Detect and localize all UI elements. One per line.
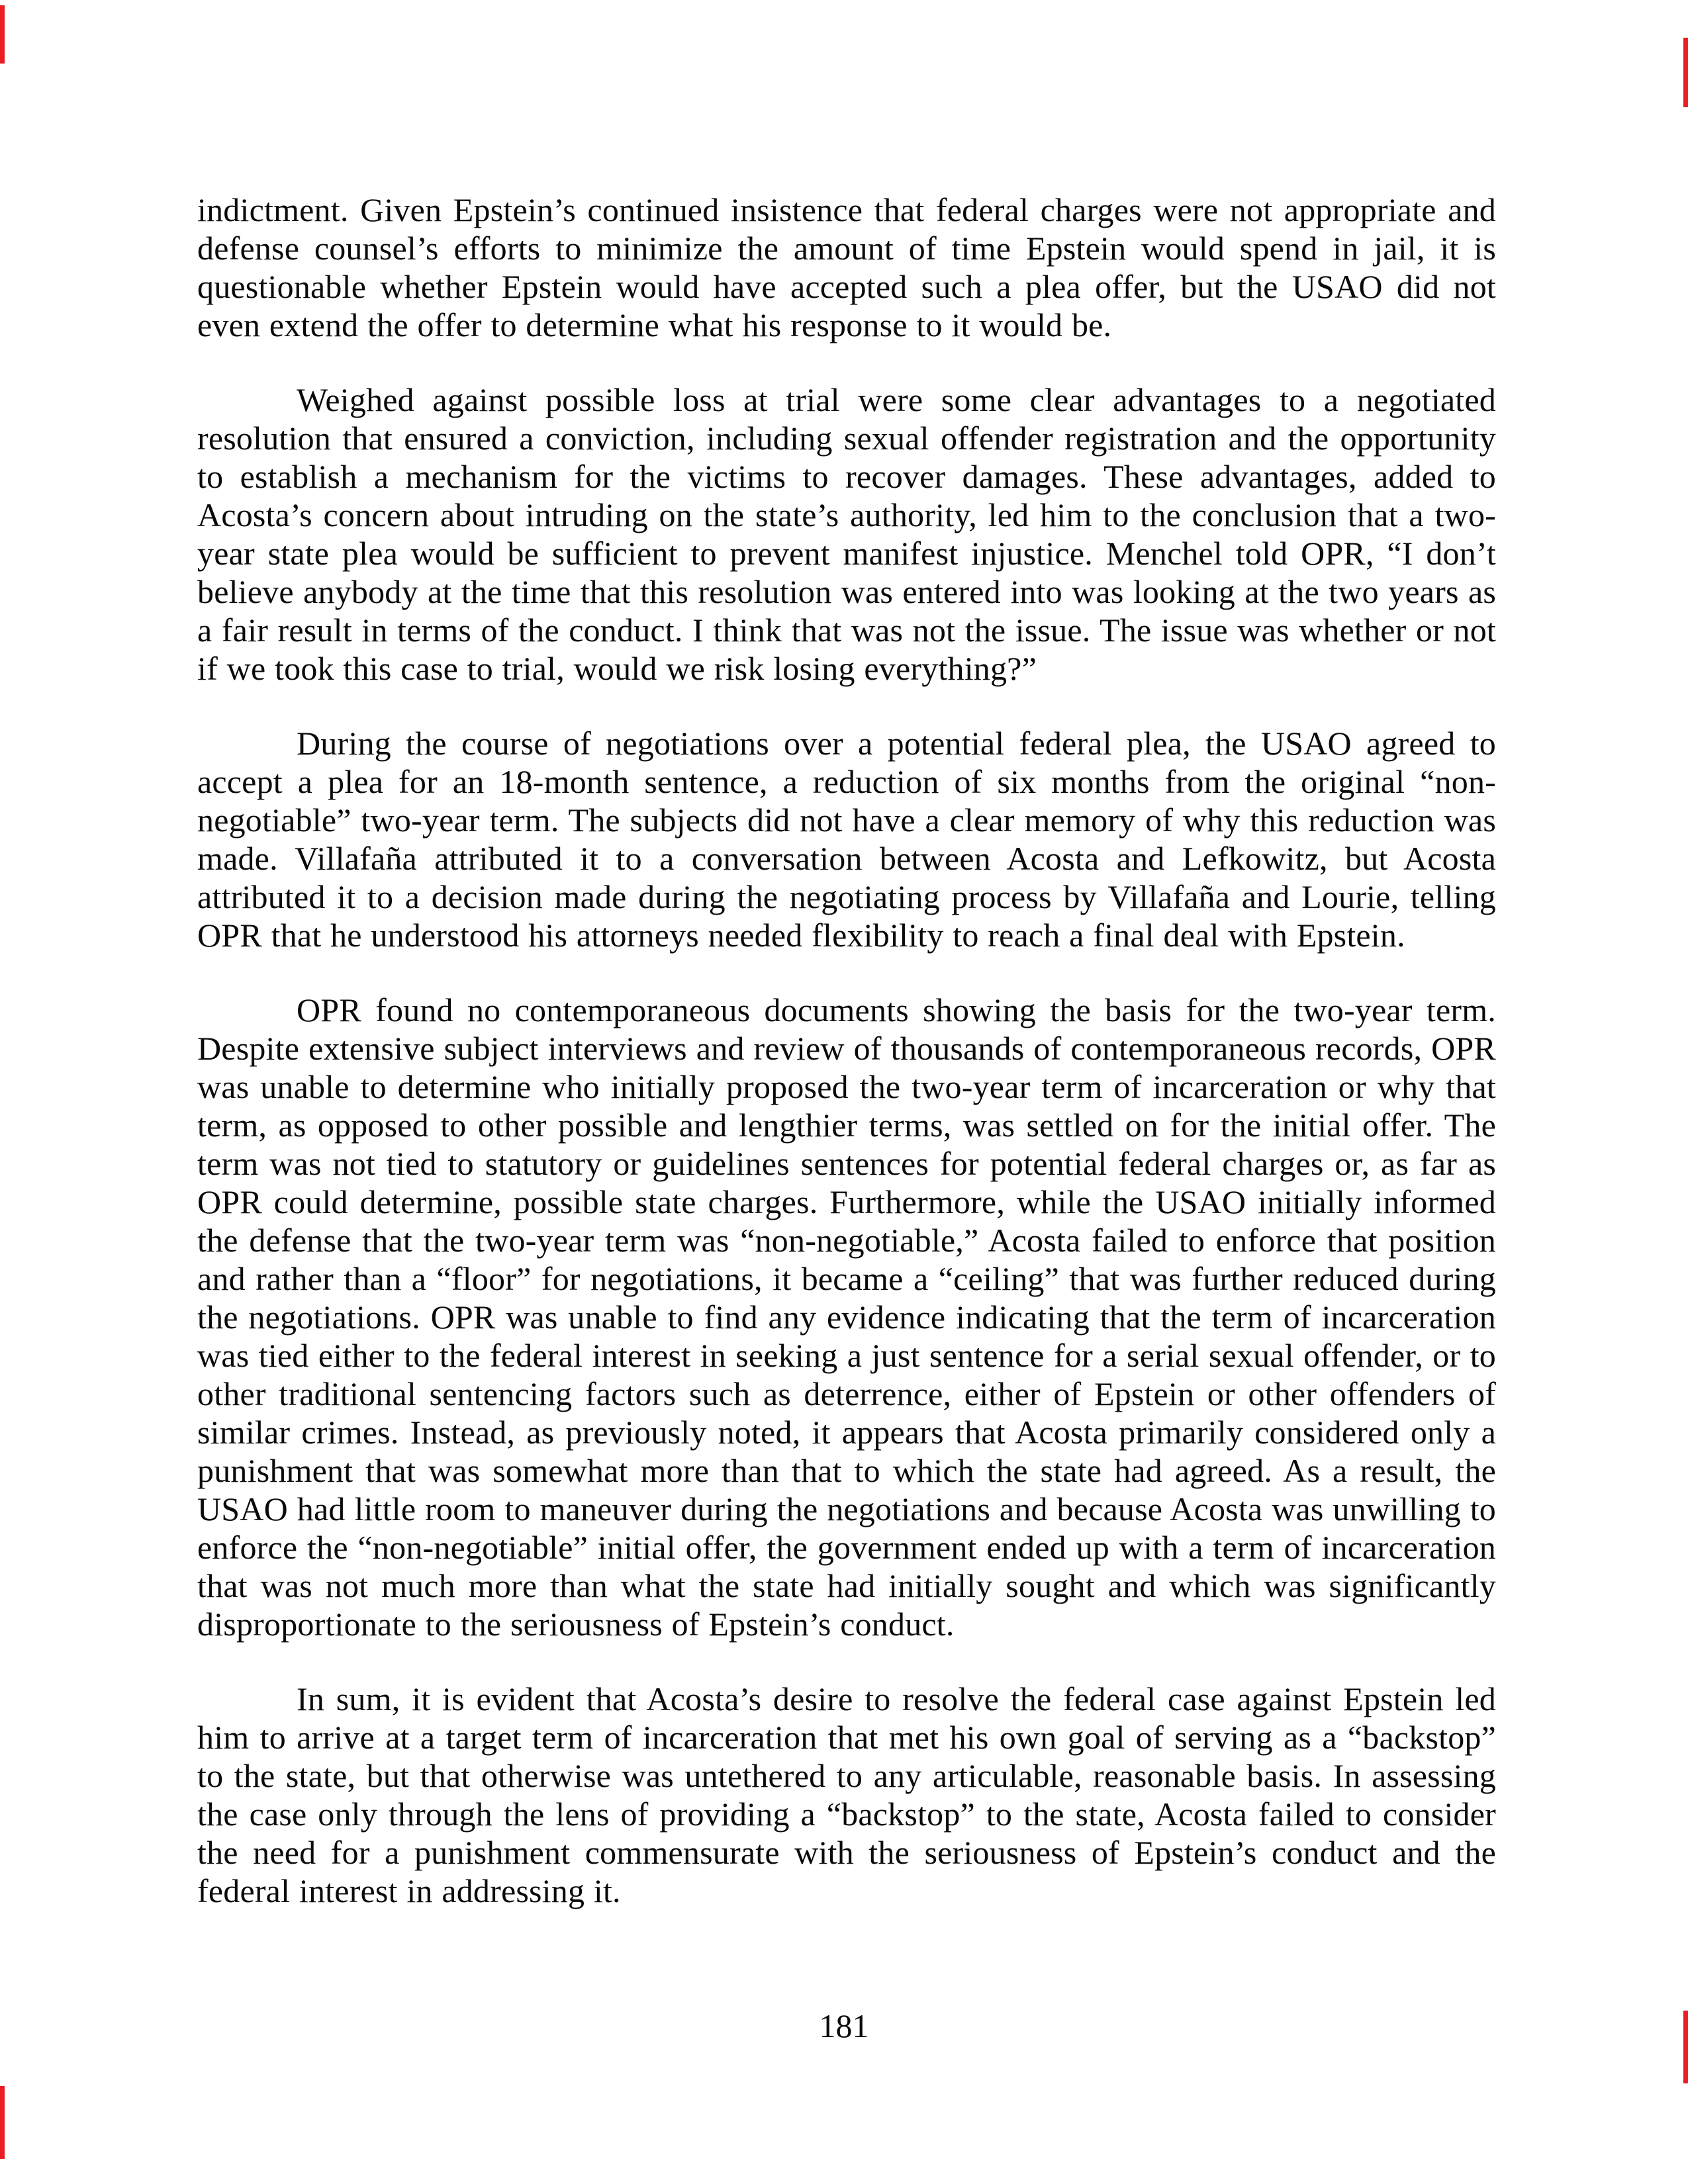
- page-text-block: [197, 191, 1496, 1946]
- scan-artifact-top-right: [1683, 38, 1688, 107]
- scan-artifact-bottom-left: [0, 2086, 5, 2159]
- scan-artifact-top-left: [0, 5, 5, 64]
- paragraph-4: OPR found no contemporaneous documents showing the basis for the two-year term. Despite extensive subject interviews and review of thousands of contemporaneous records, OPR was unable to determine who initially proposed the two-year term of incarceration or why that term, as opposed to other possible and lengthier terms, was settled on for the initial offer. The term was not tied to statutory or guidelines sentences for potential federal charges or, as far as OPR could determine, possible state charges. Furthermore, while the USAO initially informed the defense that the two-year term was “non-negotiable,” Acosta failed to enforce that position and rather than a “floor” for negotiations, it became a “ceiling” that was further reduced during the negotiations. OPR was unable to find any evidence indicating that the term of incarceration was tied either to the federal interest in seeking a just sentence for a serial sexual offender, or to other traditional sentencing factors such as deterrence, either of Epstein or other offenders of similar crimes. Instead, as previously noted, it appears that Acosta primarily considered only a punishment that was somewhat more than that to which the state had agreed. As a result, the USAO had little room to maneuver during the negotiations and because Acosta was unwilling to enforce the “non-negotiable” initial offer, the government ended up with a term of incarceration that was not much more than what the state had initially sought and which was significantly disproportionate to the seriousness of Epstein’s conduct.: [197, 991, 1496, 1643]
- paragraph-3: During the course of negotiations over a potential federal plea, the USAO agreed to accept a plea for an 18-month sentence, a reduction of six months from the original “non-negotiable” two-year term. The subjects did not have a clear memory of why this reduction was made. Villafaña attributed it to a conversation between Acosta and Lefkowitz, but Acosta attributed it to a decision made during the negotiating process by Villafaña and Lourie, telling OPR that he understood his attorneys needed flexibility to reach a final deal with Epstein.: [197, 725, 1496, 954]
- paragraph-1: indictment. Given Epstein’s continued insistence that federal charges were not appropriate and defense counsel’s efforts to minimize the amount of time Epstein would spend in jail, it is questionable whether Epstein would have accepted such a plea offer, but the USAO did not even extend the offer to determine what his response to it would be.: [197, 191, 1496, 343]
- paragraph-2: Weighed against possible loss at trial were some clear advantages to a negotiated resolution that ensured a conviction, including sexual offender registration and the opportunity to establish a mechanism for the victims to recover damages. These advantages, added to Acosta’s concern about intruding on the state’s authority, led him to the conclusion that a two-year state plea would be sufficient to prevent manifest injustice. Menchel told OPR, “I don’t believe anybody at the time that this resolution was entered into was looking at the two years as a fair result in terms of the conduct. I think that was not the issue. The issue was whether or not if we took this case to trial, would we risk losing everything?”: [197, 381, 1496, 687]
- paragraph-5: In sum, it is evident that Acosta’s desire to resolve the federal case against Epstein led him to arrive at a target term of incarceration that met his own goal of serving as a “backstop” to the state, but that otherwise was untethered to any articulable, reasonable basis. In assessing the case only through the lens of providing a “backstop” to the state, Acosta failed to consider the need for a punishment commensurate with the seriousness of Epstein’s conduct and the federal interest in addressing it.: [197, 1680, 1496, 1909]
- page-number: 181: [819, 2007, 869, 2044]
